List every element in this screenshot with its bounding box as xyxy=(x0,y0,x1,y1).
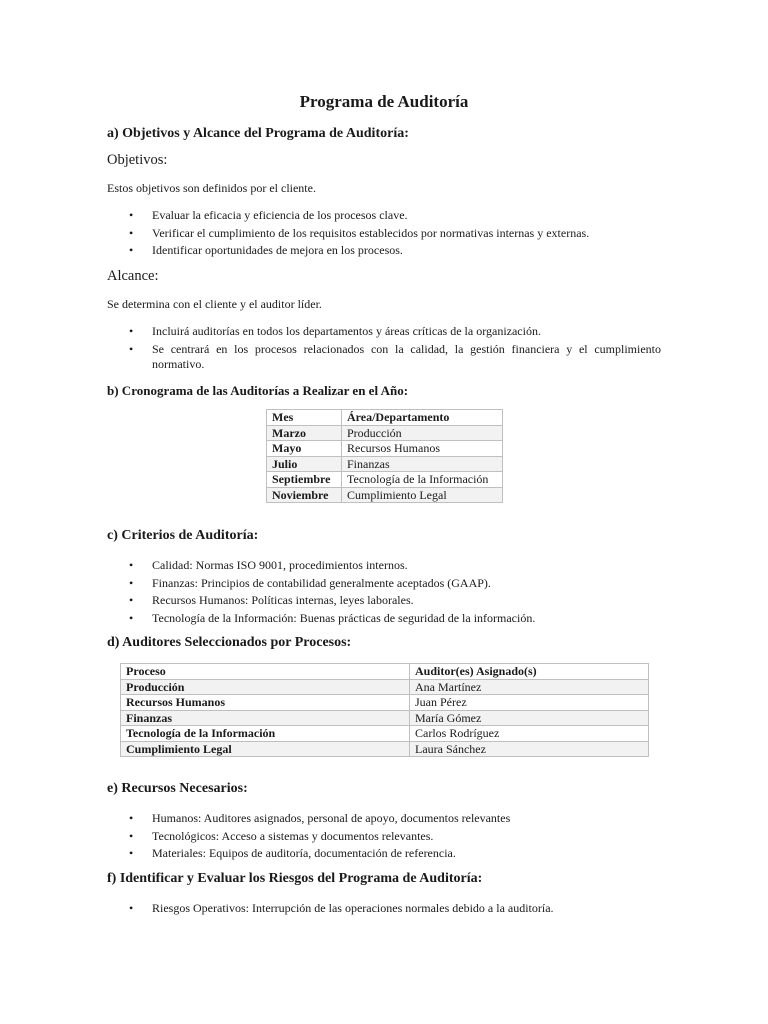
table-row xyxy=(121,726,649,742)
list-item: • Calidad: Normas ISO 9001, procedimientos internos. xyxy=(107,557,661,575)
table-header-cell: Proceso xyxy=(121,664,410,680)
table-cell: Septiembre xyxy=(267,472,342,488)
table-cell: Tecnología de la Información xyxy=(121,726,410,742)
list-item: • Materiales: Equipos de auditoría, documentación de referencia. xyxy=(107,845,661,863)
table-header-cell: Área/Departamento xyxy=(342,410,503,426)
table-row xyxy=(267,441,503,457)
resources-list xyxy=(107,810,661,863)
objetivos-label: Objetivos: xyxy=(107,152,168,168)
list-item: • Humanos: Auditores asignados, personal de apoyo, documentos relevantes xyxy=(107,810,661,828)
alcance-list xyxy=(107,323,661,373)
table-row xyxy=(121,710,649,726)
list-item: • Finanzas: Principios de contabilidad generalmente aceptados (GAAP). xyxy=(107,575,661,593)
list-item: • Recursos Humanos: Políticas internas, leyes laborales. xyxy=(107,592,661,610)
table-cell: Laura Sánchez xyxy=(410,741,649,757)
table-cell: María Gómez xyxy=(410,710,649,726)
list-item: • Tecnológicos: Acceso a sistemas y documentos relevantes. xyxy=(107,828,661,846)
table-cell: Juan Pérez xyxy=(410,695,649,711)
schedule-table xyxy=(266,409,503,503)
table-cell: Carlos Rodríguez xyxy=(410,726,649,742)
table-cell: Tecnología de la Información xyxy=(342,472,503,488)
section-a-heading: a) Objetivos y Alcance del Programa de Auditoría: xyxy=(107,126,409,141)
objetivos-text: Estos objetivos son definidos por el cliente. xyxy=(107,181,316,195)
table-cell: Recursos Humanos xyxy=(342,441,503,457)
risks-list xyxy=(107,900,661,918)
table-cell: Julio xyxy=(267,456,342,472)
table-cell: Producción xyxy=(121,679,410,695)
auditors-table xyxy=(120,663,649,757)
table-header-cell: Auditor(es) Asignado(s) xyxy=(410,664,649,680)
section-b-heading: b) Cronograma de las Auditorías a Realizar en el Año: xyxy=(107,383,409,398)
list-item: • Evaluar la eficacia y eficiencia de los procesos clave. xyxy=(107,207,661,225)
table-row xyxy=(267,456,503,472)
criteria-list xyxy=(107,557,661,627)
table-cell: Noviembre xyxy=(267,487,342,503)
table-row xyxy=(267,487,503,503)
alcance-text: Se determina con el cliente y el auditor líder. xyxy=(107,297,322,311)
section-c-heading: c) Criterios de Auditoría: xyxy=(107,528,259,543)
table-row xyxy=(267,472,503,488)
section-d-heading: d) Auditores Seleccionados por Procesos: xyxy=(107,635,352,650)
table-cell: Cumplimiento Legal xyxy=(342,487,503,503)
table-cell: Recursos Humanos xyxy=(121,695,410,711)
list-item: • Verificar el cumplimiento de los requisitos establecidos por normativas internas y externas. xyxy=(107,225,661,243)
table-row xyxy=(121,679,649,695)
table-header-row xyxy=(121,664,649,680)
table-row xyxy=(121,695,649,711)
objetivos-list xyxy=(107,207,661,260)
list-item: • Identificar oportunidades de mejora en los procesos. xyxy=(107,242,661,260)
page-title: Programa de Auditoría xyxy=(299,92,469,111)
table-row xyxy=(121,741,649,757)
table-cell: Finanzas xyxy=(342,456,503,472)
alcance-label: Alcance: xyxy=(107,268,159,284)
list-item: • Incluirá auditorías en todos los departamentos y áreas críticas de la organización. xyxy=(107,323,661,341)
list-item: • Se centrará en los procesos relacionados con la calidad, la gestión financiera y el cumplimiento normativo. xyxy=(107,342,661,373)
table-cell: Ana Martínez xyxy=(410,679,649,695)
section-e-heading: e) Recursos Necesarios: xyxy=(107,781,248,796)
table-cell: Finanzas xyxy=(121,710,410,726)
table-header-cell: Mes xyxy=(267,410,342,426)
list-item: • Riesgos Operativos: Interrupción de las operaciones normales debido a la auditoría. xyxy=(107,900,661,918)
table-cell: Cumplimiento Legal xyxy=(121,741,410,757)
list-item: • Tecnología de la Información: Buenas prácticas de seguridad de la información. xyxy=(107,610,661,628)
table-cell: Mayo xyxy=(267,441,342,457)
table-row xyxy=(267,425,503,441)
section-f-heading: f) Identificar y Evaluar los Riesgos del Programa de Auditoría: xyxy=(107,871,483,886)
table-cell: Marzo xyxy=(267,425,342,441)
table-cell: Producción xyxy=(342,425,503,441)
table-header-row xyxy=(267,410,503,426)
